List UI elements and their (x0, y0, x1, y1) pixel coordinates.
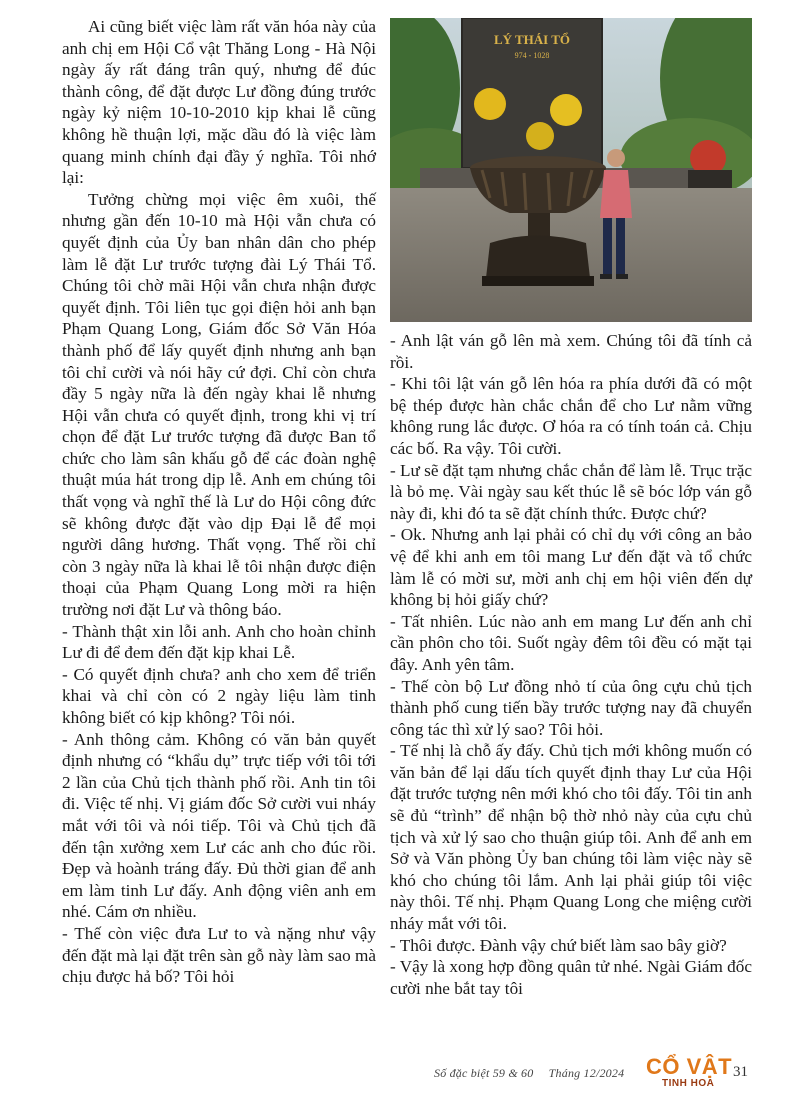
dialogue-line: - Khi tôi lật ván gỗ lên hóa ra phía dưới đã có một bệ thép được hàn chắc chắn để cho Lư nằm vững không rung lắc được. Ơ hóa ra có tính toán cả. Chịu các bố. Ra vậy. Tôi cười. (390, 374, 752, 458)
dialogue-line: - Có quyết định chưa? anh cho xem để triển khai và chỉ còn có 2 ngày liệu làm tinh không biết có kịp không? Tôi nói. (62, 664, 376, 727)
dialogue-line: - Vậy là xong hợp đồng quân tử nhé. Ngài Giám đốc cười nhe bắt tay tôi (390, 957, 752, 998)
dialogue-line: - Tất nhiên. Lúc nào anh em mang Lư đến anh chỉ cần phôn cho tôi. Suốt ngày đêm tôi đều có mặt tại đây. Anh yên tâm. (390, 611, 752, 674)
paragraph: Tưởng chừng mọi việc êm xuôi, thế nhưng gần đến 10-10 mà Hội vẫn chưa có quyết định của Ủy ban nhân dân cho phép làm lễ đặt Lư trước tượng đài Lý Thái Tổ. Chúng tôi chờ mãi Hội vẫn chưa nhận được quyết định. Tôi liên tục gọi điện hỏi anh bạn Phạm Quang Long, Giám đốc Sở Văn Hóa thành phố để lấy quyết định nhưng anh bạn tôi chỉ cười và nói hãy cứ đợi. Chỉ còn chưa đầy 5 ngày nữa là đến ngày khai lễ nhưng Hội vẫn chưa có quyết định, trong khi vị trí chọn để đặt Lư trước tượng đã được Ban tổ chức cho làm sân khấu gỗ để các đoàn nghệ thuật múa hát trong dịp lễ. Anh em chúng tôi thất vọng và nghĩ thế là Lư do Hội công đức sẽ không được đặt vào dịp Đại lễ để mọi người dâng hương. Thất vọng. Thế rồi chỉ còn 3 ngày nữa là khai lễ tôi nhận được điện thoại của Phạm Quang Long mời ra hiện trường nơi đặt Lư và thông báo. (62, 189, 376, 620)
paragraph: Ai cũng biết việc làm rất văn hóa này của anh chị em Hội Cổ vật Thăng Long - Hà Nội ngày ấy rất đáng trân quý, nhưng để đúc thành công, để đặt được Lư đồng đúng trước ngày kỷ niệm 10-10-2010 kịp khai lễ cũng không hề thuận lợi, mặc dầu đó là việc làm quang minh chính đại đầy ý nghĩa. Tôi nhớ lại: (62, 17, 376, 188)
monument-photo (390, 18, 752, 322)
photo-illustration (390, 18, 752, 322)
dialogue-line: - Thế còn việc đưa Lư to và nặng như vậy đến đặt mà lại đặt trên sàn gỗ này làm sao mà chịu được hả bố? Tôi hỏi (62, 923, 376, 987)
magazine-logo (640, 1054, 733, 1092)
monument-title: LÝ THÁI TỔ (493, 32, 571, 47)
dialogue-line: - Lư sẽ đặt tạm nhưng chắc chắn để làm lễ. Trục trặc là bỏ mẹ. Vài ngày sau kết thúc lễ sẽ bóc lớp ván gỗ này đi, khi đó ta sẽ đặt chính thức. Được chứ? (390, 460, 752, 523)
dialogue-line: - Anh lật ván gỗ lên mà xem. Chúng tôi đã tính cả rồi. (390, 331, 752, 372)
monument-years: 974 - 1028 (514, 51, 550, 60)
dialogue-line: - Thôi được. Đành vậy chứ biết làm sao bây giờ? (390, 935, 727, 955)
dialogue-line: - Thành thật xin lỗi anh. Anh cho hoàn chỉnh Lư đi để đem đến đặt kịp khai Lễ. (62, 621, 376, 663)
logo-main-text: CỔ VẬT (646, 1054, 733, 1079)
dialogue-line: - Ok. Nhưng anh lại phải có chỉ dụ với công an bảo vệ để khi anh em tôi mang Lư đến đặt và tổ chức làm lễ có mời sư, mời anh chị em hội viên đến dự không bị hỏi giấy chứ? (390, 525, 752, 610)
page-number: 31 (733, 1064, 748, 1080)
dialogue-line: - Anh thông cảm. Không có văn bản quyết định nhưng có “khẩu dụ” trực tiếp với tôi tới 2 lần của Chủ tịch thành phố rồi. Anh tin tôi đi. Việc tế nhị. Vị giám đốc Sở cười vui nháy mắt với tôi và nói tiếp. Tôi và Chủ tịch đã đến tận xưởng xem Lư các anh cho đúc rồi. Đẹp và hoành tráng đấy. Đủ thời gian để anh em làm tinh Lư đấy. Anh động viên anh em nhé. Cám ơn nhiều. (62, 729, 376, 922)
issue-label: Số đặc biệt 59 & 60 (434, 1066, 534, 1080)
article-right-column (390, 330, 752, 999)
footer-issue-info (434, 1066, 636, 1081)
dialogue-line: - Tế nhị là chỗ ấy đấy. Chủ tịch mới không muốn có văn bản để lại dấu tích quyết định thay Lư của Hội đặt trước tượng nên mới khó cho tôi đấy. Tôi tin anh sẽ đủ “trình” để nhận bộ thờ nhỏ này của cựu chủ tịch và xử lý sao cho thuận giúp tôi. Anh để anh em Sở và Văn phòng Ủy ban chúng tôi làm việc này sẽ khó cho chúng tôi lắm. Anh lại phải giúp tôi việc này thôi. Tế nhị. Phạm Quang Long che miệng cười nháy mắt với tôi. (390, 741, 752, 934)
article-left-column (62, 16, 376, 988)
logo-sub-text: TINH HOA (662, 1078, 715, 1089)
issue-date: Tháng 12/2024 (548, 1066, 625, 1080)
dialogue-line: - Thế còn bộ Lư đồng nhỏ tí của ông cựu chủ tịch thành phố cung tiến bầy trước tượng nay đã chuyển công tác thì xử lý sao? Tôi hỏi. (390, 676, 752, 739)
